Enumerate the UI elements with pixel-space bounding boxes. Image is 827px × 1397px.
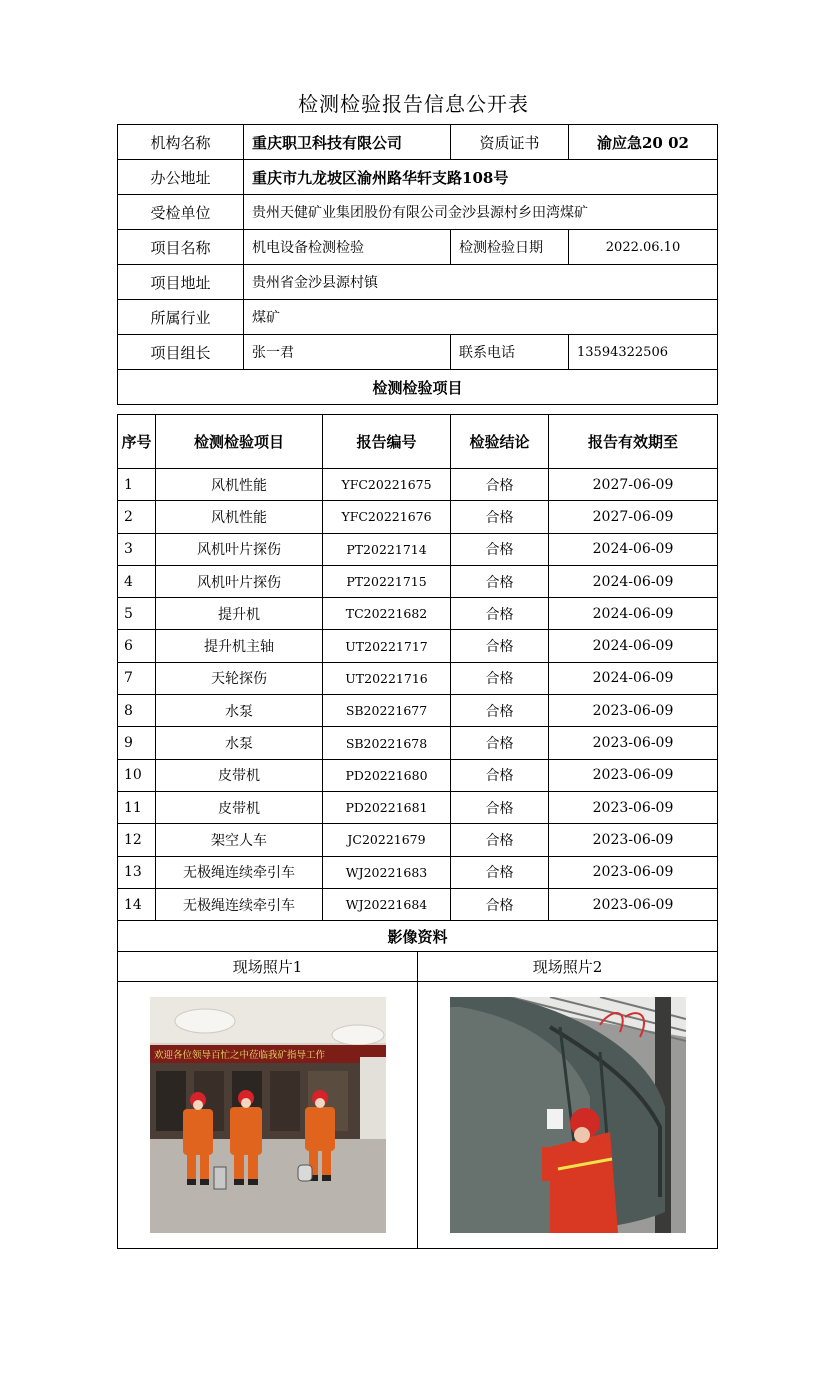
row-result: 合格 xyxy=(451,662,549,694)
row-report: PD20221680 xyxy=(323,759,451,791)
photo1-scene xyxy=(150,997,386,1233)
row-seq: 1 xyxy=(118,469,156,501)
row-item: 风机叶片探伤 xyxy=(156,533,323,565)
header-item: 检测检验项目 xyxy=(156,415,323,469)
row-valid: 2027-06-09 xyxy=(549,501,718,533)
row-item: 架空人车 xyxy=(156,824,323,856)
header-valid: 报告有效期至 xyxy=(549,415,718,469)
row-result: 合格 xyxy=(451,501,549,533)
row-valid: 2023-06-09 xyxy=(549,791,718,823)
table-row xyxy=(118,565,718,597)
site-label: 项目地址 xyxy=(118,265,244,300)
header-report: 报告编号 xyxy=(323,415,451,469)
info-row-industry xyxy=(118,300,718,335)
row-report: YFC20221676 xyxy=(323,501,451,533)
site-value: 贵州省金沙县源村镇 xyxy=(244,265,718,300)
row-result: 合格 xyxy=(451,630,549,662)
org-label: 机构名称 xyxy=(118,125,244,160)
row-seq: 9 xyxy=(118,727,156,759)
table-row xyxy=(118,630,718,662)
info-row-org xyxy=(118,125,718,160)
row-report: UT20221717 xyxy=(323,630,451,662)
row-result: 合格 xyxy=(451,533,549,565)
address-label: 办公地址 xyxy=(118,160,244,195)
info-row-address xyxy=(118,160,718,195)
row-result: 合格 xyxy=(451,856,549,888)
table-row xyxy=(118,469,718,501)
table-row xyxy=(118,727,718,759)
date-value: 2022.06.10 xyxy=(569,230,718,265)
info-table xyxy=(117,124,718,405)
row-seq: 14 xyxy=(118,888,156,920)
client-label: 受检单位 xyxy=(118,195,244,230)
industry-value: 煤矿 xyxy=(244,300,718,335)
row-valid: 2023-06-09 xyxy=(549,695,718,727)
row-item: 风机性能 xyxy=(156,501,323,533)
row-report: YFC20221675 xyxy=(323,469,451,501)
info-row-leader xyxy=(118,335,718,370)
row-report: SB20221678 xyxy=(323,727,451,759)
address-value: 重庆市九龙坡区渝州路华轩支路108号 xyxy=(244,160,718,195)
photo2-image xyxy=(450,997,686,1233)
row-item: 无极绳连续牵引车 xyxy=(156,856,323,888)
row-report: TC20221682 xyxy=(323,598,451,630)
row-valid: 2024-06-09 xyxy=(549,662,718,694)
row-result: 合格 xyxy=(451,598,549,630)
photo1-cell xyxy=(118,982,418,1249)
row-valid: 2023-06-09 xyxy=(549,824,718,856)
leader-value: 张一君 xyxy=(244,335,451,370)
row-report: WJ20221684 xyxy=(323,888,451,920)
row-item: 水泵 xyxy=(156,695,323,727)
row-item: 风机叶片探伤 xyxy=(156,565,323,597)
table-row xyxy=(118,501,718,533)
table-row xyxy=(118,662,718,694)
photo-labels-row xyxy=(118,952,718,982)
table-row xyxy=(118,759,718,791)
row-seq: 3 xyxy=(118,533,156,565)
row-valid: 2024-06-09 xyxy=(549,598,718,630)
row-valid: 2023-06-09 xyxy=(549,888,718,920)
row-item: 皮带机 xyxy=(156,791,323,823)
leader-label: 项目组长 xyxy=(118,335,244,370)
info-row-site xyxy=(118,265,718,300)
table-row xyxy=(118,888,718,920)
row-report: JC20221679 xyxy=(323,824,451,856)
row-seq: 12 xyxy=(118,824,156,856)
row-report: PT20221714 xyxy=(323,533,451,565)
cert-label: 资质证书 xyxy=(451,125,569,160)
items-header-row xyxy=(118,415,718,469)
row-seq: 11 xyxy=(118,791,156,823)
table-row xyxy=(118,791,718,823)
row-report: PT20221715 xyxy=(323,565,451,597)
row-seq: 7 xyxy=(118,662,156,694)
date-label: 检测检验日期 xyxy=(451,230,569,265)
row-result: 合格 xyxy=(451,888,549,920)
row-seq: 5 xyxy=(118,598,156,630)
page-title: 检测检验报告信息公开表 xyxy=(298,92,529,116)
row-valid: 2024-06-09 xyxy=(549,565,718,597)
row-seq: 10 xyxy=(118,759,156,791)
industry-label: 所属行业 xyxy=(118,300,244,335)
row-report: SB20221677 xyxy=(323,695,451,727)
row-result: 合格 xyxy=(451,824,549,856)
org-value: 重庆职卫科技有限公司 xyxy=(244,125,451,160)
table-row xyxy=(118,824,718,856)
row-seq: 8 xyxy=(118,695,156,727)
project-label: 项目名称 xyxy=(118,230,244,265)
items-section-title: 检测检验项目 xyxy=(118,370,718,405)
project-value: 机电设备检测检验 xyxy=(244,230,451,265)
info-row-project xyxy=(118,230,718,265)
row-report: WJ20221683 xyxy=(323,856,451,888)
photo1-banner: 欢迎各位领导百忙之中莅临我矿指导工作 xyxy=(153,1050,325,1061)
client-value: 贵州天健矿业集团股份有限公司金沙县源村乡田湾煤矿 xyxy=(244,195,718,230)
header-seq: 序号 xyxy=(118,415,156,469)
photos-table xyxy=(117,920,718,1249)
row-item: 无极绳连续牵引车 xyxy=(156,888,323,920)
row-item: 天轮探伤 xyxy=(156,662,323,694)
row-valid: 2023-06-09 xyxy=(549,856,718,888)
row-result: 合格 xyxy=(451,695,549,727)
photos-row xyxy=(118,982,718,1249)
row-result: 合格 xyxy=(451,791,549,823)
info-row-client xyxy=(118,195,718,230)
row-result: 合格 xyxy=(451,469,549,501)
row-valid: 2027-06-09 xyxy=(549,469,718,501)
row-valid: 2023-06-09 xyxy=(549,727,718,759)
table-row xyxy=(118,598,718,630)
row-item: 提升机 xyxy=(156,598,323,630)
header-result: 检验结论 xyxy=(451,415,549,469)
row-result: 合格 xyxy=(451,727,549,759)
phone-value: 13594322506 xyxy=(569,335,718,370)
row-seq: 2 xyxy=(118,501,156,533)
row-valid: 2023-06-09 xyxy=(549,759,718,791)
photo1-label: 现场照片1 xyxy=(118,952,418,982)
items-body xyxy=(118,469,718,921)
row-item: 风机性能 xyxy=(156,469,323,501)
row-valid: 2024-06-09 xyxy=(549,630,718,662)
photo2-cell xyxy=(418,982,718,1249)
row-seq: 6 xyxy=(118,630,156,662)
row-report: UT20221716 xyxy=(323,662,451,694)
row-result: 合格 xyxy=(451,759,549,791)
row-valid: 2024-06-09 xyxy=(549,533,718,565)
row-seq: 4 xyxy=(118,565,156,597)
row-report: PD20221681 xyxy=(323,791,451,823)
photo2-scene xyxy=(450,997,686,1233)
items-table xyxy=(117,414,718,921)
photo1-image xyxy=(150,997,386,1233)
photos-section-row xyxy=(118,921,718,952)
row-item: 皮带机 xyxy=(156,759,323,791)
cert-value: 渝应急20 02 xyxy=(569,125,718,160)
row-item: 水泵 xyxy=(156,727,323,759)
items-section-row xyxy=(118,370,718,405)
row-seq: 13 xyxy=(118,856,156,888)
phone-label: 联系电话 xyxy=(451,335,569,370)
photos-section-title: 影像资料 xyxy=(118,921,718,952)
photo2-label: 现场照片2 xyxy=(418,952,718,982)
table-row xyxy=(118,856,718,888)
row-item: 提升机主轴 xyxy=(156,630,323,662)
table-row xyxy=(118,695,718,727)
table-row xyxy=(118,533,718,565)
row-result: 合格 xyxy=(451,565,549,597)
